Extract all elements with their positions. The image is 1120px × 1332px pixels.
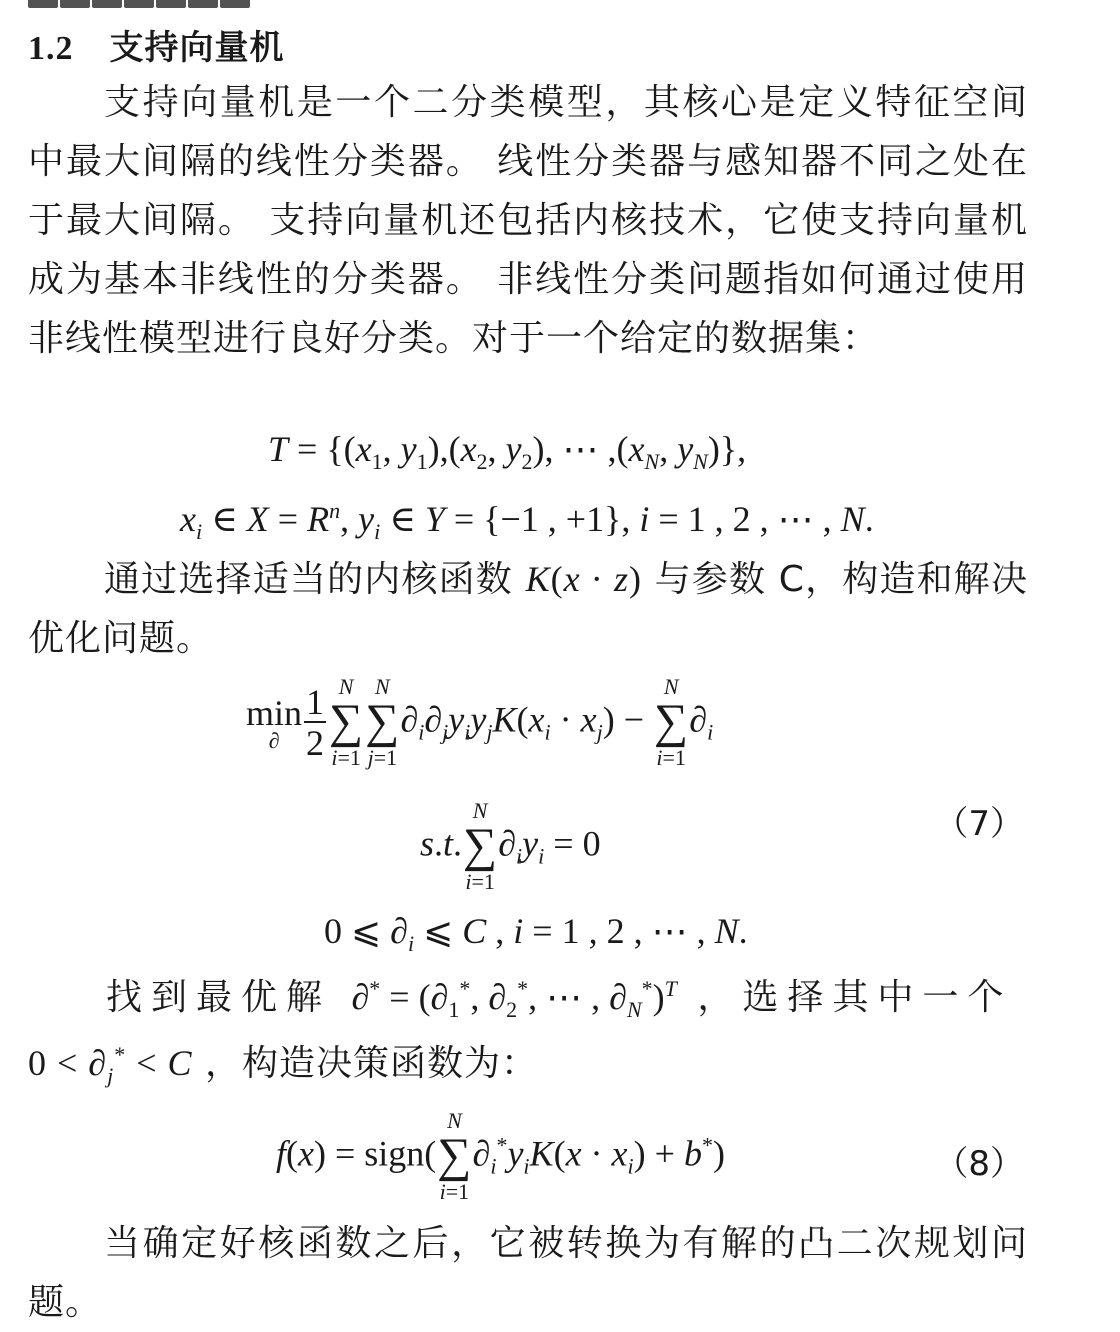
equation-dataset: $T = \{(x_1$, $y_1),(x_2$, $y_2$), ⋯ $,(x_N$, $y_N$)}, [268, 429, 747, 475]
equation-decision: f(x) = sign( N ∑ i=1 $\partial_i^*y_iK(x \cdot x_i) + b^*$) [276, 1108, 725, 1204]
kernel-function-math: K(x · z) [525, 559, 642, 599]
paragraph-optimal [106, 968, 1028, 1027]
equation-dataset-domain: $x_i$ ∈ $X = R^n$, $y_i$ ∈ Y = {−1 , +1}, i = 1 , 2 , ⋯ , N. [180, 498, 874, 545]
section-number: 1.2 [28, 30, 74, 67]
equation-label-7: （7） [934, 804, 1024, 844]
section-heading [28, 20, 285, 69]
equation-constraint: s.t. N ∑ i=1 $\partial_iy_i = 0$ [420, 798, 601, 894]
paragraph-intro: 支持向量机是一个二分类模型，其核心是定义特征空间中最大间隔的线性分类器。 线性分类器与感知器不同之处在于最大间隔。 支持向量机还包括内核技术，它使支持向量机成为基本非线性的分类器。 非线性分类问题指如何通过使用非线性模型进行良好分类。对于一个给定的数据集： [28, 82, 1028, 359]
equation-bounds: 0 ⩽ $\partial_i$ ⩽ C , i = 1 , 2 , ⋯ , N. [324, 911, 748, 957]
optimal-solution-math: $\partial^* = (\partial_1^*$, $\partial_2^*$, ⋯ , $\partial_N^*)^T$ [351, 976, 677, 1023]
paragraph-optimal-after: ，构造决策函数为： [205, 1043, 539, 1084]
paragraph-optimal-cont [28, 1034, 1028, 1093]
paragraph-kernel [28, 550, 1028, 668]
cropped-text-top [28, 0, 268, 8]
selection-math: $0 < \partial_j^* < C$ [28, 1042, 193, 1089]
equation-objective: min ∂ $\frac{1}{2}$ N ∑ i=1 N ∑ j=1 $\partial_i\partial_jy_iy_jK(x_i \cdot x_j)$ − N ∑ i=1 $\partial_i$ [246, 674, 714, 770]
equation-label-8: （8） [934, 1144, 1024, 1184]
paragraph-kernel-before: 通过选择适当的内核函数 [104, 559, 513, 600]
section-title: 支持向量机 [109, 28, 285, 68]
paragraph-kernel-after: 与参数 C，构造和解决优化问题。 [28, 559, 1028, 659]
paragraph-optimal-before: 找到最优解 [106, 977, 332, 1018]
paragraph-optimal-middle: ，选择其中一个 [697, 977, 1013, 1018]
paragraph-conclusion: 当确定好核函数之后，它被转换为有解的凸二次规划问题。 [28, 1223, 1028, 1323]
